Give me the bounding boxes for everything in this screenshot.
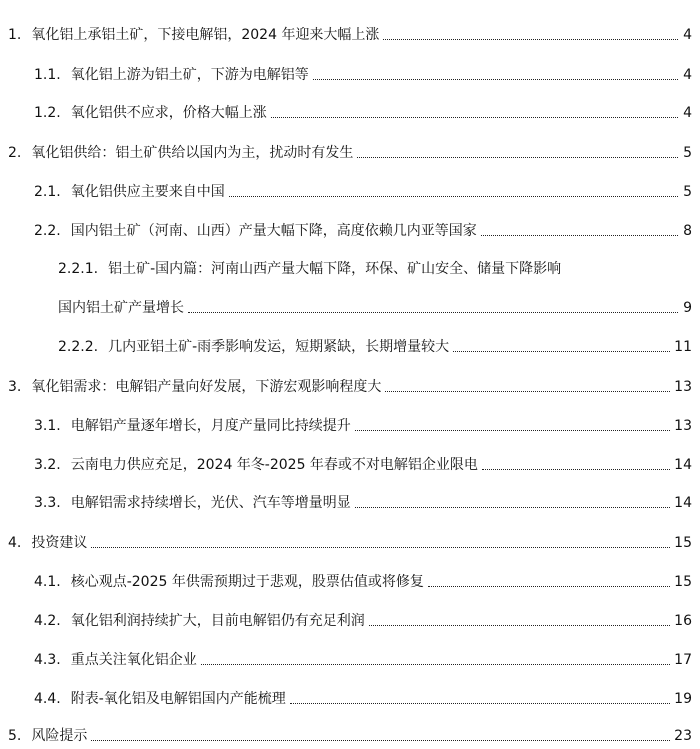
toc-entry-number: 4.2.	[34, 613, 61, 629]
toc-entry-number: 3.3.	[34, 495, 61, 511]
toc-entry[interactable]	[0, 448, 692, 474]
toc-entry-page: 19	[674, 691, 692, 707]
toc-entry[interactable]	[0, 330, 692, 356]
toc-entry-title: 几内亚铝土矿-雨季影响发运，短期紧缺，长期增量较大	[108, 339, 450, 355]
toc-entry-number: 2.	[8, 145, 22, 161]
toc-entry-title: 重点关注氧化铝企业	[70, 652, 197, 668]
toc-dot-leader	[91, 547, 670, 548]
toc-dot-leader	[453, 351, 670, 352]
toc-entry-number: 3.1.	[34, 418, 61, 434]
toc-dot-leader	[290, 703, 670, 704]
toc-entry-title: 电解铝需求持续增长，光伏、汽车等增量明显	[70, 495, 351, 511]
toc-entry-title: 铝土矿-国内篇：河南山西产量大幅下降，环保、矿山安全、储量下降影响	[108, 261, 562, 277]
toc-dot-leader	[188, 312, 678, 313]
toc-entry-page: 15	[674, 574, 692, 590]
toc-entry-number: 2.2.1.	[58, 261, 99, 277]
toc-entry[interactable]	[0, 252, 686, 278]
toc-entry-page: 11	[674, 339, 692, 355]
toc-entry-page: 4	[683, 27, 692, 43]
toc-entry[interactable]	[0, 175, 692, 201]
toc-entry[interactable]	[0, 58, 692, 84]
toc-entry-title: 附表-氧化铝及电解铝国内产能梳理	[70, 691, 286, 707]
toc-dot-leader	[383, 39, 678, 40]
toc-dot-leader	[313, 79, 678, 80]
toc-entry-title: 氧化铝供不应求，价格大幅上涨	[70, 105, 267, 121]
toc-entry-number: 3.2.	[34, 457, 61, 473]
toc-entry-page: 14	[674, 457, 692, 473]
toc-entry-title: 氧化铝上承铝土矿，下接电解铝，2024 年迎来大幅上涨	[31, 27, 380, 43]
toc-dot-leader	[201, 664, 670, 665]
toc-entry-number: 1.2.	[34, 105, 61, 121]
toc-entry-page: 4	[683, 105, 692, 121]
toc-entry[interactable]	[0, 96, 692, 122]
toc-dot-leader	[355, 507, 670, 508]
toc-entry-number: 2.2.2.	[58, 339, 99, 355]
toc-dot-leader	[355, 430, 670, 431]
toc-entry[interactable]	[0, 370, 692, 396]
toc-entry-number: 4.4.	[34, 691, 61, 707]
toc-entry-number: 2.2.	[34, 223, 61, 239]
toc-dot-leader	[369, 625, 670, 626]
toc-entry-number: 3.	[8, 379, 22, 395]
toc-entry-number: 1.	[8, 27, 22, 43]
toc-dot-leader	[357, 157, 678, 158]
toc-entry-page: 23	[674, 728, 692, 744]
toc-dot-leader	[229, 196, 678, 197]
toc-entry-page: 16	[674, 613, 692, 629]
toc-entry-page: 4	[683, 67, 692, 83]
toc-entry-title: 国内铝土矿（河南、山西）产量大幅下降，高度依赖几内亚等国家	[70, 223, 477, 239]
toc-entry-page: 5	[683, 145, 692, 161]
toc-entry-title: 风险提示	[31, 728, 88, 744]
toc-entry-number: 4.1.	[34, 574, 61, 590]
toc-entry-title: 氧化铝需求：电解铝产量向好发展，下游宏观影响程度大	[31, 379, 382, 395]
toc-entry[interactable]	[0, 526, 692, 552]
toc-dot-leader	[481, 235, 678, 236]
toc-dot-leader	[428, 586, 670, 587]
toc-entry-page: 9	[683, 300, 692, 316]
toc-entry[interactable]	[0, 409, 692, 435]
toc-entry-number: 4.3.	[34, 652, 61, 668]
toc-dot-leader	[482, 469, 670, 470]
toc-entry-number: 2.1.	[34, 184, 61, 200]
toc-entry[interactable]	[0, 136, 692, 162]
toc-entry-title-continued: 国内铝土矿产量增长	[58, 300, 184, 316]
toc-entry-number: 1.1.	[34, 67, 61, 83]
toc-entry-title: 氧化铝供给：铝土矿供给以国内为主，扰动时有发生	[31, 145, 354, 161]
toc-entry-page: 5	[683, 184, 692, 200]
toc-entry-title: 氧化铝上游为铝土矿，下游为电解铝等	[70, 67, 309, 83]
toc-entry[interactable]	[0, 719, 692, 745]
toc-entry-page: 8	[683, 223, 692, 239]
toc-entry-title: 电解铝产量逐年增长，月度产量同比持续提升	[70, 418, 351, 434]
toc-entry-number: 5.	[8, 728, 22, 744]
toc-entry-title: 氧化铝供应主要来自中国	[70, 184, 225, 200]
toc-entry-page: 13	[674, 379, 692, 395]
toc-entry-continuation[interactable]	[0, 291, 692, 317]
toc-entry[interactable]	[0, 214, 692, 240]
toc-entry[interactable]	[0, 18, 692, 44]
toc-entry-title: 氧化铝利润持续扩大，目前电解铝仍有充足利润	[70, 613, 365, 629]
toc-entry[interactable]	[0, 682, 692, 708]
toc-entry-page: 17	[674, 652, 692, 668]
toc-entry-page: 14	[674, 495, 692, 511]
toc-entry[interactable]	[0, 643, 692, 669]
toc-entry-title: 核心观点-2025 年供需预期过于悲观，股票估值或将修复	[70, 574, 424, 590]
toc-entry-title: 投资建议	[31, 535, 88, 551]
toc-entry[interactable]	[0, 604, 692, 630]
toc-dot-leader	[91, 740, 670, 741]
toc-entry-number: 4.	[8, 535, 22, 551]
toc-entry-page: 13	[674, 418, 692, 434]
toc-entry-page: 15	[674, 535, 692, 551]
toc-entry[interactable]	[0, 565, 692, 591]
toc-dot-leader	[271, 117, 678, 118]
toc-entry-title: 云南电力供应充足，2024 年冬-2025 年春或不对电解铝企业限电	[70, 457, 478, 473]
toc-entry[interactable]	[0, 486, 692, 512]
toc-dot-leader	[385, 391, 670, 392]
